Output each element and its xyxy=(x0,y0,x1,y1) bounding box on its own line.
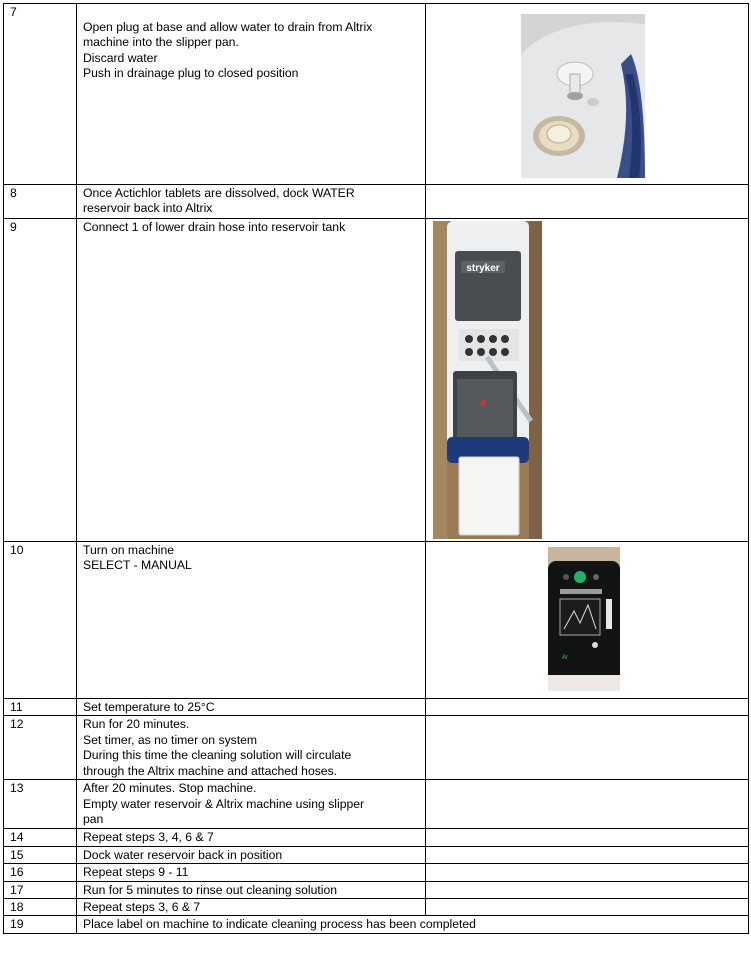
step-instructions xyxy=(77,899,426,916)
text-line: reservoir back into Altrix xyxy=(83,201,213,216)
table-row xyxy=(4,4,749,185)
step-number: 18 xyxy=(4,899,77,916)
text-line: through the Altrix machine and attached hoses. xyxy=(83,763,338,778)
drain-plug-photo xyxy=(521,14,645,178)
text-line: Once Actichlor tablets are dissolved, dock WATER xyxy=(83,186,355,200)
text-line: Repeat steps 9 - 11 xyxy=(83,865,189,880)
step-instructions xyxy=(77,829,426,846)
step-photo-cell xyxy=(426,829,749,846)
step-number: 11 xyxy=(4,699,77,716)
text-line: Push in drainage plug to closed position xyxy=(83,66,299,81)
step-number: 14 xyxy=(4,829,77,846)
text-line: Repeat steps 3, 4, 6 & 7 xyxy=(83,830,214,845)
step-number: 10 xyxy=(4,542,77,699)
step-number: 9 xyxy=(4,219,77,542)
step-photo-cell xyxy=(426,881,749,898)
display-label: Ar xyxy=(562,655,568,661)
step-instructions xyxy=(77,185,426,219)
text-line: Turn on machine xyxy=(83,543,175,557)
table-row xyxy=(4,829,749,846)
text-line: Run for 20 minutes. xyxy=(83,717,190,732)
step-photo-cell xyxy=(426,899,749,916)
step-photo-cell xyxy=(426,219,749,542)
step-photo-cell xyxy=(426,846,749,863)
step-instructions xyxy=(77,864,426,881)
step-instructions xyxy=(77,846,426,863)
procedure-table xyxy=(3,3,749,934)
table-row xyxy=(4,542,749,699)
step-photo-cell xyxy=(426,864,749,881)
step-instructions xyxy=(77,716,426,780)
step-instructions xyxy=(77,542,426,699)
text-line: SELECT - MANUAL xyxy=(83,558,192,573)
text-line: Repeat steps 3, 6 & 7 xyxy=(83,900,201,915)
step-number: 13 xyxy=(4,780,77,829)
text-line: After 20 minutes. Stop machine. xyxy=(83,781,257,796)
text-line: Open plug at base and allow water to drain from Altrix xyxy=(83,20,373,34)
step-photo-cell xyxy=(426,542,749,699)
step-instructions xyxy=(77,219,426,542)
step-instructions xyxy=(77,916,749,933)
table-row xyxy=(4,699,749,716)
stryker-logo: stryker xyxy=(466,263,500,274)
step-number: 7 xyxy=(4,4,77,185)
text-line: Place label on machine to indicate cleaning process has been completed xyxy=(83,917,476,932)
step-number: 12 xyxy=(4,716,77,780)
text-line: During this time the cleaning solution will circulate xyxy=(83,748,352,763)
step-photo-cell xyxy=(426,4,749,185)
step-instructions xyxy=(77,780,426,829)
table-row xyxy=(4,916,749,933)
table-row xyxy=(4,716,749,780)
step-number: 8 xyxy=(4,185,77,219)
text-line: Connect 1 of lower drain hose into reservoir tank xyxy=(83,220,346,234)
step-photo-cell xyxy=(426,716,749,780)
table-row xyxy=(4,219,749,542)
text-line: Empty water reservoir & Altrix machine using slipper xyxy=(83,796,365,811)
table-row xyxy=(4,881,749,898)
control-panel-photo xyxy=(548,547,620,691)
table-row xyxy=(4,864,749,881)
text-line: pan xyxy=(83,812,104,827)
step-photo-cell xyxy=(426,185,749,219)
text-line: machine into the slipper pan. xyxy=(83,35,239,50)
step-number: 17 xyxy=(4,881,77,898)
step-photo-cell xyxy=(426,699,749,716)
step-instructions xyxy=(77,4,426,185)
text-line: Discard water xyxy=(83,50,158,65)
step-number: 15 xyxy=(4,846,77,863)
text-line: Run for 5 minutes to rinse out cleaning solution xyxy=(83,882,338,897)
step-number: 16 xyxy=(4,864,77,881)
altrix-machine-photo xyxy=(433,221,542,539)
table-row xyxy=(4,185,749,219)
text-line: Set temperature to 25°C xyxy=(83,700,215,714)
text-line: Set timer, as no timer on system xyxy=(83,732,258,747)
table-row xyxy=(4,780,749,829)
step-photo-cell xyxy=(426,780,749,829)
step-number: 19 xyxy=(4,916,77,933)
step-instructions xyxy=(77,881,426,898)
text-line: Dock water reservoir back in position xyxy=(83,847,283,862)
table-row xyxy=(4,899,749,916)
text-line xyxy=(83,5,419,20)
step-instructions xyxy=(77,699,426,716)
table-row xyxy=(4,846,749,863)
